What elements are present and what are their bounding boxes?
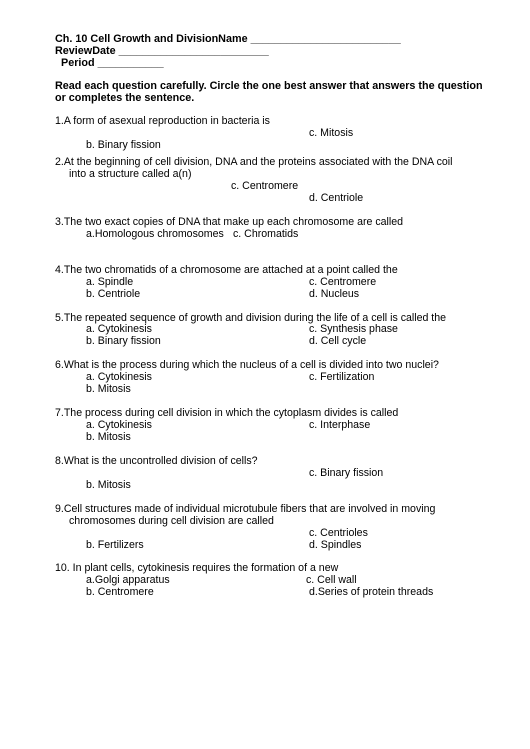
question-10-text: 10. In plant cells, cytokinesis requires the formation of a new bbox=[55, 562, 339, 574]
question-8-text: 8.What is the uncontrolled division of cells? bbox=[55, 455, 258, 467]
question-9-text-cont: chromosomes during cell division are called bbox=[69, 515, 274, 527]
q2-option-c[interactable]: c. Centromere bbox=[231, 180, 299, 192]
review-date-line: ReviewDate _________________________ bbox=[55, 45, 269, 57]
q1-option-b[interactable]: b. Binary fission bbox=[86, 139, 161, 151]
q2-option-d[interactable]: d. Centriole bbox=[309, 192, 364, 204]
worksheet-title: Ch. 10 Cell Growth and DivisionName _________________________ bbox=[55, 33, 401, 45]
q6-option-a[interactable]: a. Cytokinesis bbox=[86, 371, 152, 383]
question-2-text: 2.At the beginning of cell division, DNA and the proteins associated with the DNA coil bbox=[55, 156, 453, 168]
q5-option-b[interactable]: b. Binary fission bbox=[86, 335, 161, 347]
question-5-text: 5.The repeated sequence of growth and division during the life of a cell is called the bbox=[55, 312, 447, 324]
q4-option-b[interactable]: b. Centriole bbox=[86, 288, 141, 300]
q9-option-d[interactable]: d. Spindles bbox=[309, 539, 362, 551]
instructions-line-1: Read each question carefully. Circle the one best answer that answers the question bbox=[55, 80, 483, 92]
q6-option-c[interactable]: c. Fertilization bbox=[309, 371, 375, 383]
q10-option-a[interactable]: a.Golgi apparatus bbox=[86, 574, 170, 586]
question-1-text: 1.A form of asexual reproduction in bacteria is bbox=[55, 115, 270, 127]
question-4-text: 4.The two chromatids of a chromosome are attached at a point called the bbox=[55, 264, 398, 276]
question-2-text-cont: into a structure called a(n) bbox=[69, 168, 192, 180]
q7-option-b[interactable]: b. Mitosis bbox=[86, 431, 131, 443]
q9-option-c[interactable]: c. Centrioles bbox=[309, 527, 368, 539]
q5-option-c[interactable]: c. Synthesis phase bbox=[309, 323, 398, 335]
q10-option-c[interactable]: c. Cell wall bbox=[306, 574, 357, 586]
period-line: Period ___________ bbox=[61, 57, 164, 69]
q4-option-c[interactable]: c. Centromere bbox=[309, 276, 377, 288]
q10-option-d[interactable]: d.Series of protein threads bbox=[309, 586, 434, 598]
q9-option-b[interactable]: b. Fertilizers bbox=[86, 539, 144, 551]
q10-option-b[interactable]: b. Centromere bbox=[86, 586, 154, 598]
question-3-text: 3.The two exact copies of DNA that make up each chromosome are called bbox=[55, 216, 404, 228]
question-9-text: 9.Cell structures made of individual microtubule fibers that are involved in moving bbox=[55, 503, 436, 515]
q8-option-c[interactable]: c. Binary fission bbox=[309, 467, 384, 479]
q7-option-a[interactable]: a. Cytokinesis bbox=[86, 419, 152, 431]
q6-option-b[interactable]: b. Mitosis bbox=[86, 383, 131, 395]
q3-option-a[interactable]: a.Homologous chromosomes bbox=[86, 228, 224, 240]
q5-option-a[interactable]: a. Cytokinesis bbox=[86, 323, 152, 335]
q1-option-c[interactable]: c. Mitosis bbox=[309, 127, 354, 139]
q4-option-a[interactable]: a. Spindle bbox=[86, 276, 134, 288]
q7-option-c[interactable]: c. Interphase bbox=[309, 419, 371, 431]
q4-option-d[interactable]: d. Nucleus bbox=[309, 288, 360, 300]
q5-option-d[interactable]: d. Cell cycle bbox=[309, 335, 367, 347]
instructions-line-2: or completes the sentence. bbox=[55, 92, 195, 104]
question-6-text: 6.What is the process during which the nucleus of a cell is divided into two nuclei? bbox=[55, 359, 439, 371]
question-7-text: 7.The process during cell division in which the cytoplasm divides is called bbox=[55, 407, 399, 419]
q3-option-c[interactable]: c. Chromatids bbox=[233, 228, 299, 240]
q8-option-b[interactable]: b. Mitosis bbox=[86, 479, 131, 491]
